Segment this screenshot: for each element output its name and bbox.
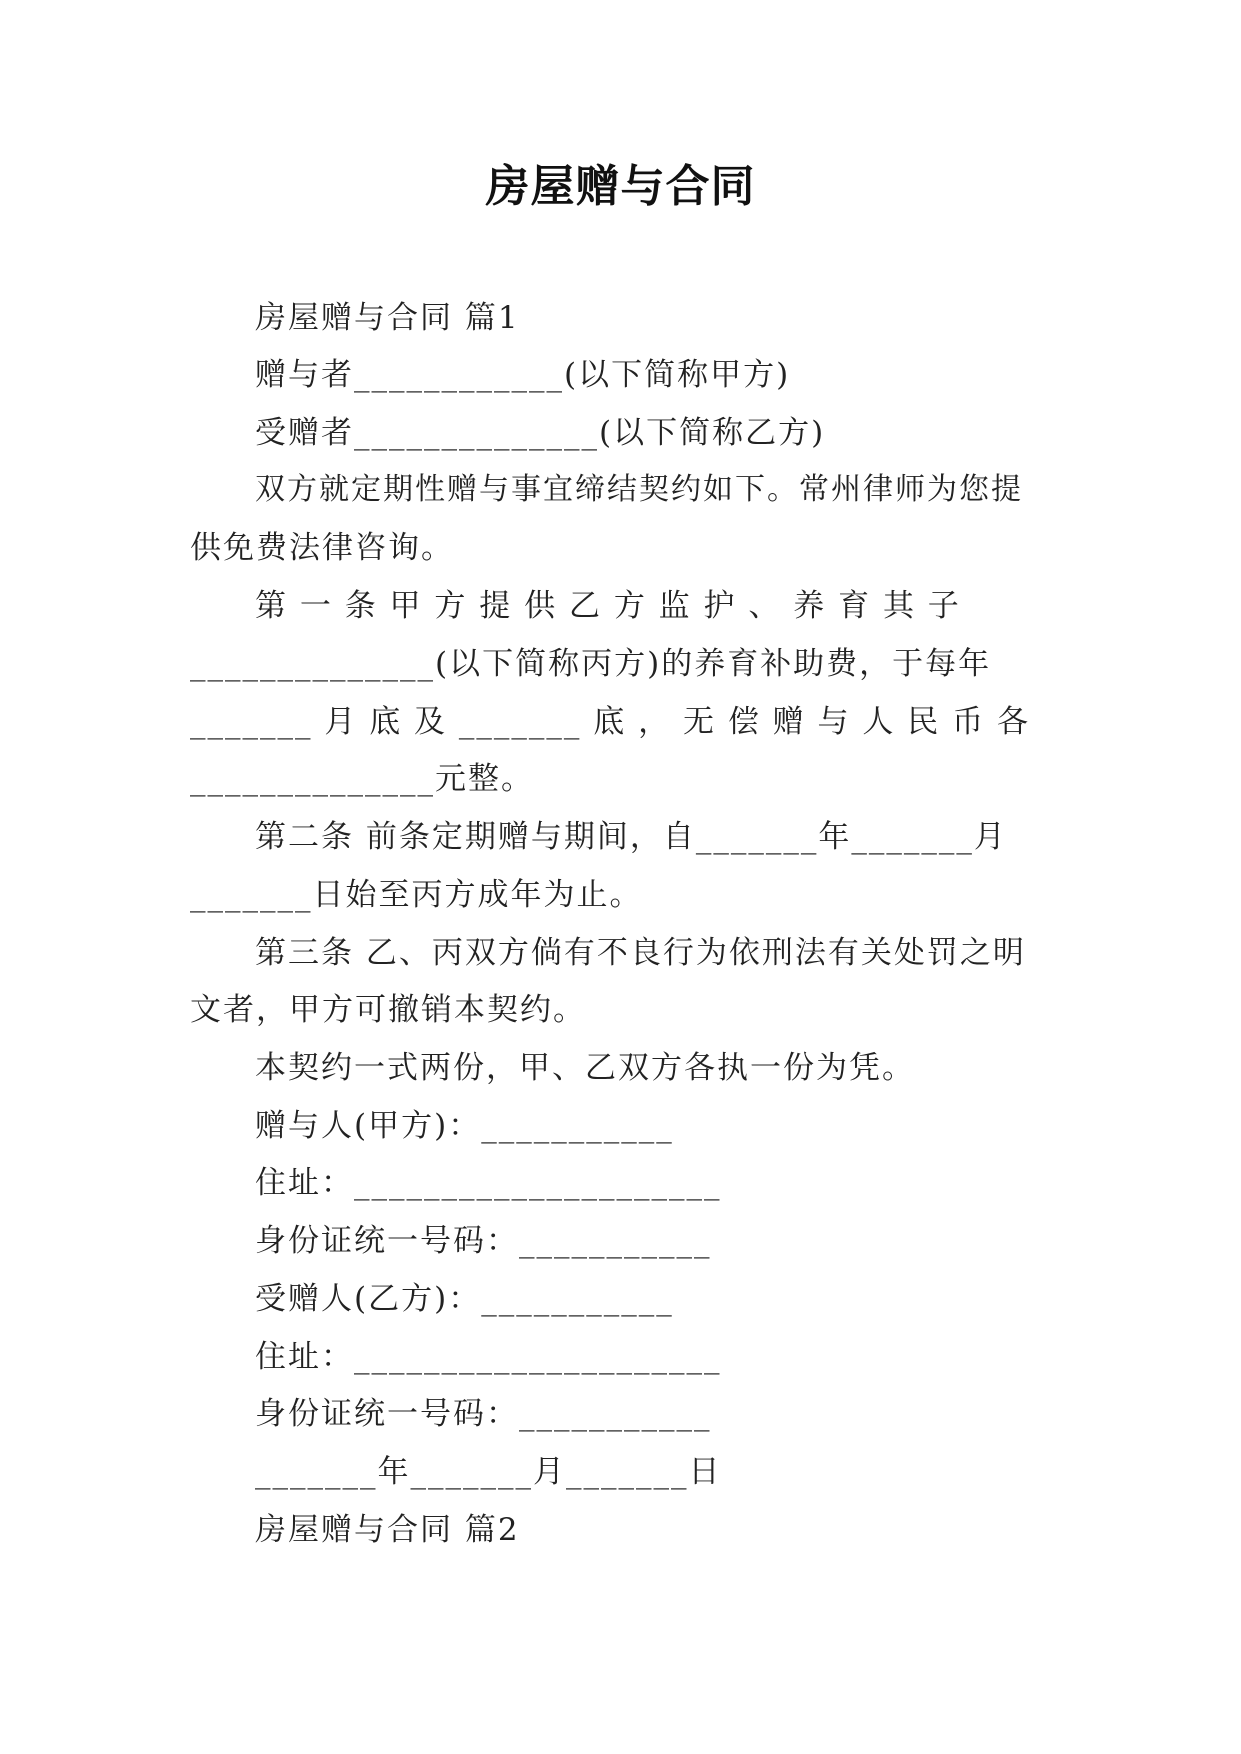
document-title: 房屋赠与合同: [485, 161, 756, 212]
donor-address-line: 住址：_____________________: [255, 1165, 722, 1201]
article-1-line-3: _______ 月 底 及 _______ 底 ， 无 偿 赠 与 人 民 币 各: [190, 704, 1030, 740]
article-1-line-1: 第 一 条 甲 方 提 供 乙 方 监 护 、 养 育 其 子: [255, 588, 961, 624]
recipient-line: 受赠者______________(以下简称乙方): [255, 415, 826, 451]
article-3-line-1: 第三条 乙、丙双方倘有不良行为依刑法有关处罚之明: [255, 935, 1026, 971]
donor-id-line: 身份证统一号码：___________: [255, 1223, 712, 1259]
date-line: _______年_______月_______日: [255, 1454, 722, 1490]
section-heading-2: 房屋赠与合同 篇2: [255, 1512, 520, 1548]
recipient-address-line: 住址：_____________________: [255, 1339, 722, 1375]
recipient-signature-line: 受赠人(乙方)：___________: [255, 1281, 674, 1317]
intro-line-1: 双方就定期性赠与事宜缔结契约如下。常州律师为您提: [255, 472, 1023, 507]
article-2-line-2: _______日始至丙方成年为止。: [190, 877, 643, 913]
article-3-line-2: 文者，甲方可撤销本契约。: [190, 992, 586, 1028]
section-heading-1: 房屋赠与合同 篇1: [255, 300, 520, 336]
intro-line-2: 供免费法律咨询。: [190, 530, 454, 566]
article-2-line-1: 第二条 前条定期赠与期间，自_______年_______月: [255, 819, 1007, 855]
donor-line: 赠与者____________(以下简称甲方): [255, 357, 791, 393]
recipient-id-line: 身份证统一号码：___________: [255, 1396, 712, 1432]
copies-line: 本契约一式两份，甲、乙双方各执一份为凭。: [255, 1050, 915, 1086]
article-1-line-2: ______________(以下简称丙方)的养育补助费，于每年: [190, 646, 992, 682]
donor-signature-line: 赠与人(甲方)：___________: [255, 1108, 674, 1144]
article-1-line-4: ______________元整。: [190, 761, 534, 797]
